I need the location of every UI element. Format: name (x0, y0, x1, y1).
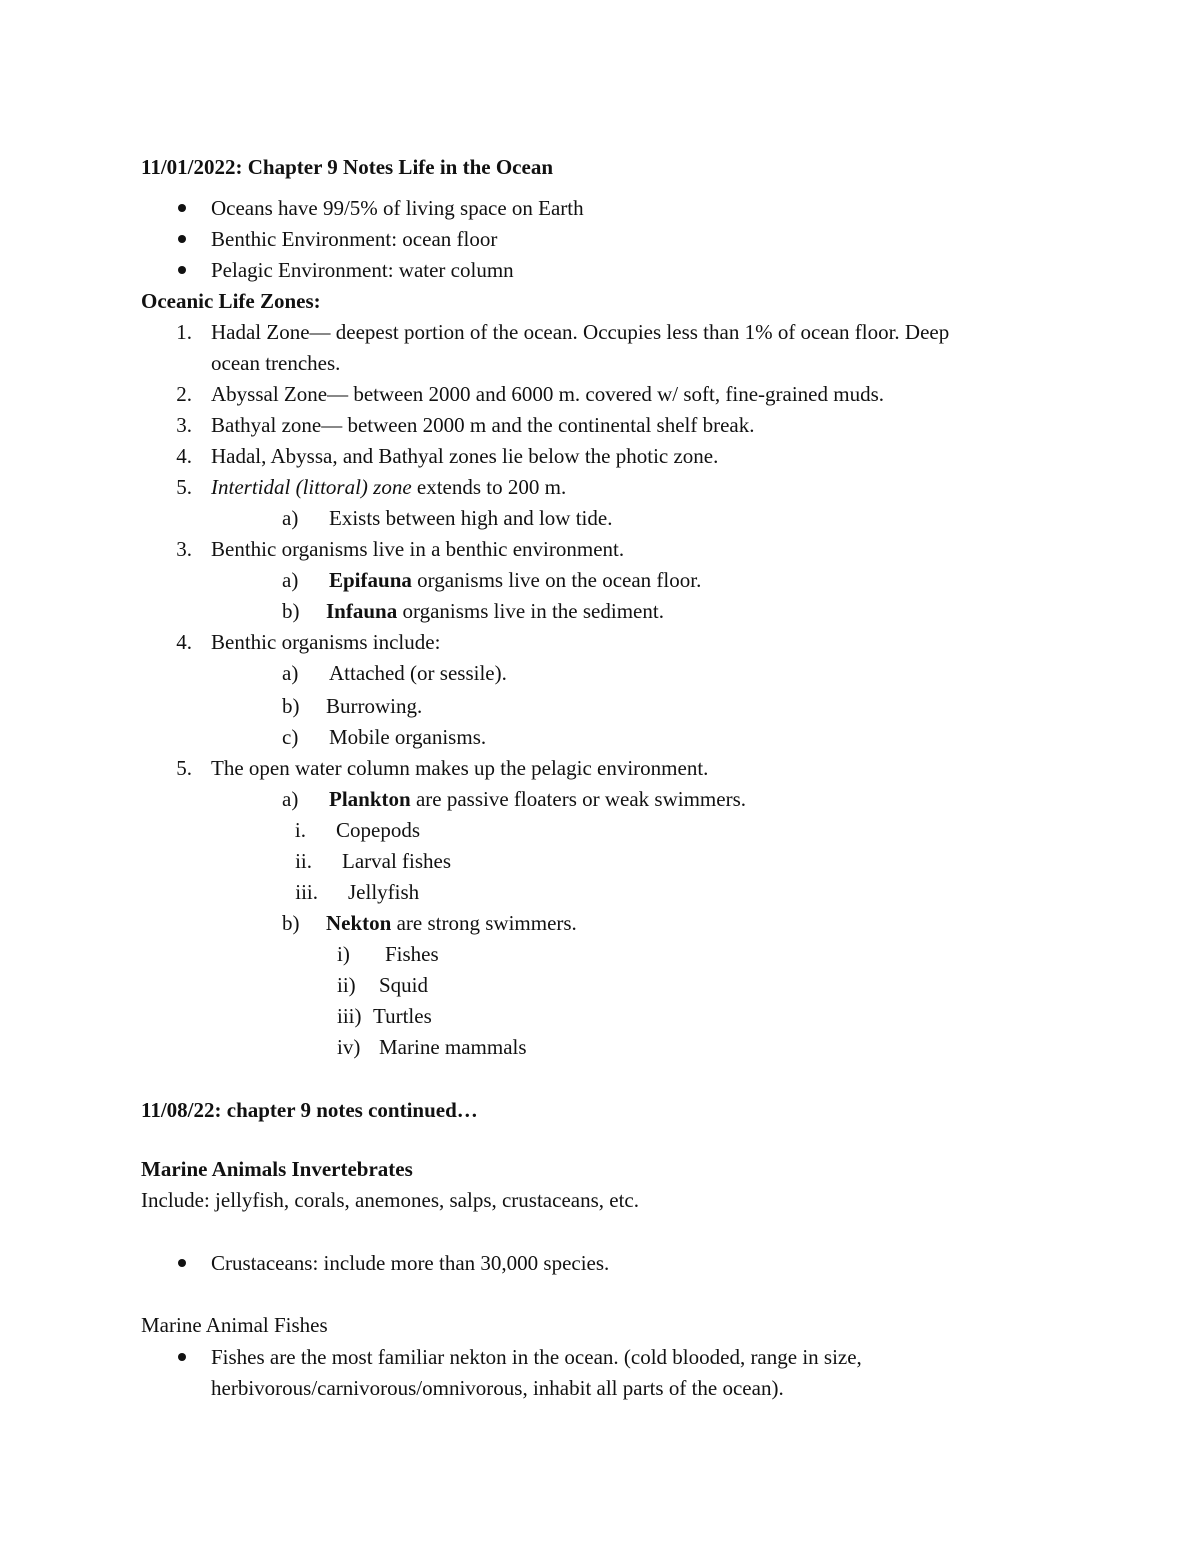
list-item-text (211, 472, 566, 503)
plankton-item: Jellyfish (348, 880, 420, 904)
bullet-item: Fishes are the most familiar nekton in the ocean. (cold blooded, range in size, (211, 1345, 862, 1369)
term-description: are passive floaters or weak swimmers. (410, 787, 747, 811)
list-number: 3. (176, 537, 192, 561)
list-item-text: Benthic organisms include: (211, 630, 441, 654)
list-number: 4. (176, 630, 192, 654)
term-epifauna: Epifauna (329, 568, 412, 592)
intertidal-term: Intertidal (littoral) zone (211, 475, 412, 499)
term-description: organisms live on the ocean floor. (411, 568, 702, 592)
term-plankton: Plankton (329, 787, 411, 811)
list-item-text: Bathyal zone— between 2000 m and the continental shelf break. (211, 413, 755, 437)
intertidal-text: extends to 200 m. (411, 475, 567, 499)
list-item-text: Abyssal Zone— between 2000 and 6000 m. covered w/ soft, fine-grained muds. (211, 382, 885, 406)
sub-item-text: Burrowing. (326, 694, 423, 718)
sub-marker: a) (282, 506, 299, 530)
bullet-dot (178, 235, 186, 243)
sub-item-text (326, 596, 664, 627)
bullet-dot (178, 1353, 186, 1361)
bullet-item: Oceans have 99/5% of living space on Earth (211, 196, 584, 220)
list-item-text: Benthic organisms live in a benthic environment. (211, 537, 625, 561)
term-description: organisms live in the sediment. (397, 599, 664, 623)
heading-chapter-9-continued: 11/08/22: chapter 9 notes continued… (141, 1098, 478, 1122)
sub-item-text (329, 565, 701, 596)
list-number: 3. (176, 413, 192, 437)
section-heading-fishes: Marine Animal Fishes (141, 1313, 328, 1337)
sub-marker: c) (282, 725, 299, 749)
sub-item-text (326, 908, 577, 939)
bullet-item: Crustaceans: include more than 30,000 species. (211, 1251, 610, 1275)
plankton-item: Copepods (336, 818, 420, 842)
sub-item-text: Attached (or sessile). (329, 661, 507, 685)
roman-marker: ii. (295, 849, 312, 873)
sub-item-text: Exists between high and low tide. (329, 506, 613, 530)
list-item-text: Hadal, Abyssa, and Bathyal zones lie below the photic zone. (211, 444, 719, 468)
sub-marker: b) (282, 911, 300, 935)
nekton-marker: iii) (337, 1004, 362, 1028)
heading-chapter-9: 11/01/2022: Chapter 9 Notes Life in the Ocean (141, 155, 554, 179)
bullet-dot (178, 204, 186, 212)
list-item-text: The open water column makes up the pelagic environment. (211, 756, 709, 780)
bullet-item: Benthic Environment: ocean floor (211, 227, 498, 251)
nekton-item: Marine mammals (379, 1035, 527, 1059)
sub-marker: b) (282, 599, 300, 623)
sub-marker: b) (282, 694, 300, 718)
plankton-item: Larval fishes (342, 849, 452, 873)
section-heading-life-zones: Oceanic Life Zones: (141, 289, 321, 313)
nekton-item: Fishes (385, 942, 439, 966)
sub-marker: a) (282, 568, 299, 592)
sub-marker: a) (282, 787, 299, 811)
bullet-item: Pelagic Environment: water column (211, 258, 514, 282)
bullet-dot (178, 266, 186, 274)
roman-marker: iii. (295, 880, 318, 904)
term-nekton: Nekton (326, 911, 392, 935)
list-number: 5. (176, 475, 192, 499)
nekton-marker: iv) (337, 1035, 361, 1059)
list-item-text-continued: ocean trenches. (211, 351, 341, 375)
sub-item-text: Mobile organisms. (329, 725, 487, 749)
bullet-dot (178, 1259, 186, 1267)
sub-item-text (329, 784, 746, 815)
section-heading-invertebrates: Marine Animals Invertebrates (141, 1157, 413, 1181)
nekton-marker: ii) (337, 973, 356, 997)
nekton-marker: i) (337, 942, 350, 966)
term-description: are strong swimmers. (391, 911, 577, 935)
roman-marker: i. (294, 818, 306, 842)
nekton-item: Turtles (373, 1004, 432, 1028)
term-infauna: Infauna (326, 599, 398, 623)
invertebrates-include: Include: jellyfish, corals, anemones, salps, crustaceans, etc. (141, 1188, 639, 1212)
list-number: 2. (176, 382, 192, 406)
nekton-item: Squid (379, 973, 429, 997)
list-number: 1. (176, 320, 192, 344)
list-number: 5. (176, 756, 192, 780)
list-item-text: Hadal Zone— deepest portion of the ocean. Occupies less than 1% of ocean floor. Deep (211, 320, 950, 344)
sub-marker: a) (282, 661, 299, 685)
bullet-item-continued: herbivorous/carnivorous/omnivorous, inhabit all parts of the ocean). (211, 1376, 784, 1400)
list-number: 4. (176, 444, 192, 468)
